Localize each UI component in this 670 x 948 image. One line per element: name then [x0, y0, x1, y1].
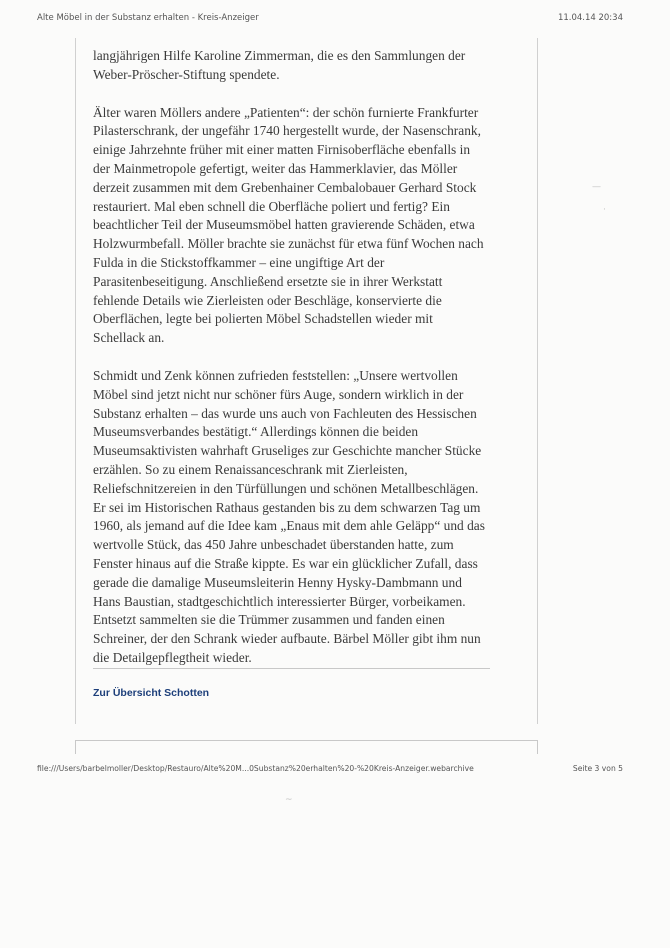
next-section-frame [75, 740, 538, 754]
print-header-title: Alte Möbel in der Substanz erhalten - Kreis-Anzeiger [37, 13, 259, 23]
article-paragraph-1: langjährigen Hilfe Karoline Zimmerman, die es den Sammlungen der Weber-Pröscher-Stiftung spendete. [93, 48, 466, 82]
overview-schotten-link[interactable]: Zur Übersicht Schotten [93, 687, 210, 699]
article-paragraph-2: Älter waren Möllers andere „Patienten“: der schön furnierte Frankfurter Pilasterschrank, der ungefähr 1740 hergestellt wurde, der Nasenschrank, einige Jahrzehnte früher mit einer matten Firnisoberfläche ebenfalls in der Mainmetropole gefertigt, weiter das Hammerklavier, das Möller derzeit zusammen mit dem Grebenhainer Cembalobauer Gerhard Stock restauriert. Mal eben schnell die Oberfläche poliert und fertig? Ein beachtlicher Teil der Museumsmöbel hatten gravierende Schäden, etwa Holzwurmbefall. Möller brachte sie zunächst für etwa fünf Wochen nach Fulda in die Stickstoffkammer – eine ungiftige Art der Parasitenbeseitigung. Anschließend ersetzte sie in ihrer Werkstatt fehlende Details wie Zierleisten oder Beschläge, konservierte die Oberflächen, legte bei polierten Möbel Schadstellen wieder mit Schellack an. [93, 104, 484, 346]
print-footer [37, 764, 623, 773]
article-paragraph-3: Schmidt und Zenk können zufrieden feststellen: „Unsere wertvollen Möbel sind jetzt nicht nur schöner fürs Auge, sondern wirklich in der Substanz erhalten – das wurde uns auch von Fachleuten des Hessischen Museumsverbandes bestätigt.“ Allerdings können die beiden Museumsaktivisten wahrhaft Gruseliges zur Geschichte mancher Stücke erzählen. So zu einem Renaissanceschrank mit Zierleisten, Reliefschnitzereien in den Türfüllungen und schönen Metallbeschlägen. Er sei im Historischen Rathaus gestanden bis zu dem schwarzen Tag um 1960, als jemand auf die Idee kam „Enaus mit dem ahle Geläpp“ und das wertvolle Stück, das 450 Jahre unbeschadet überstanden hatte, zum Fenster hinaus auf die Straße kippte. Es war ein glücklicher Zufall, dass gerade die damalige Museumsleiterin Henny Hysky-Dambmann und Hans Baustian, stadtgeschichtlich interessierter Bürger, vorbeikamen. Entsetzt sammelten sie die Trümmer zusammen und fanden einen Schreiner, der den Schrank wieder aufbaute. Bärbel Möller gibt ihm nun die Detailgepflegtheit wieder. [93, 367, 485, 665]
print-footer-path: file:///Users/barbelmoller/Desktop/Restauro/Alte%20M...0Substanz%20erhalten%20-%20Kreis-Anzeiger.webarchive [37, 764, 474, 773]
scan-speck-mark: ~ [285, 795, 293, 805]
print-header-datetime: 11.04.14 20:34 [557, 13, 623, 23]
article-divider [93, 668, 490, 669]
article-body [93, 47, 525, 687]
scan-speck-mark: — [592, 182, 601, 192]
print-footer-page-number: Seite 3 von 5 [572, 764, 623, 773]
scan-speck-mark: · [603, 205, 606, 215]
print-header [37, 13, 623, 23]
